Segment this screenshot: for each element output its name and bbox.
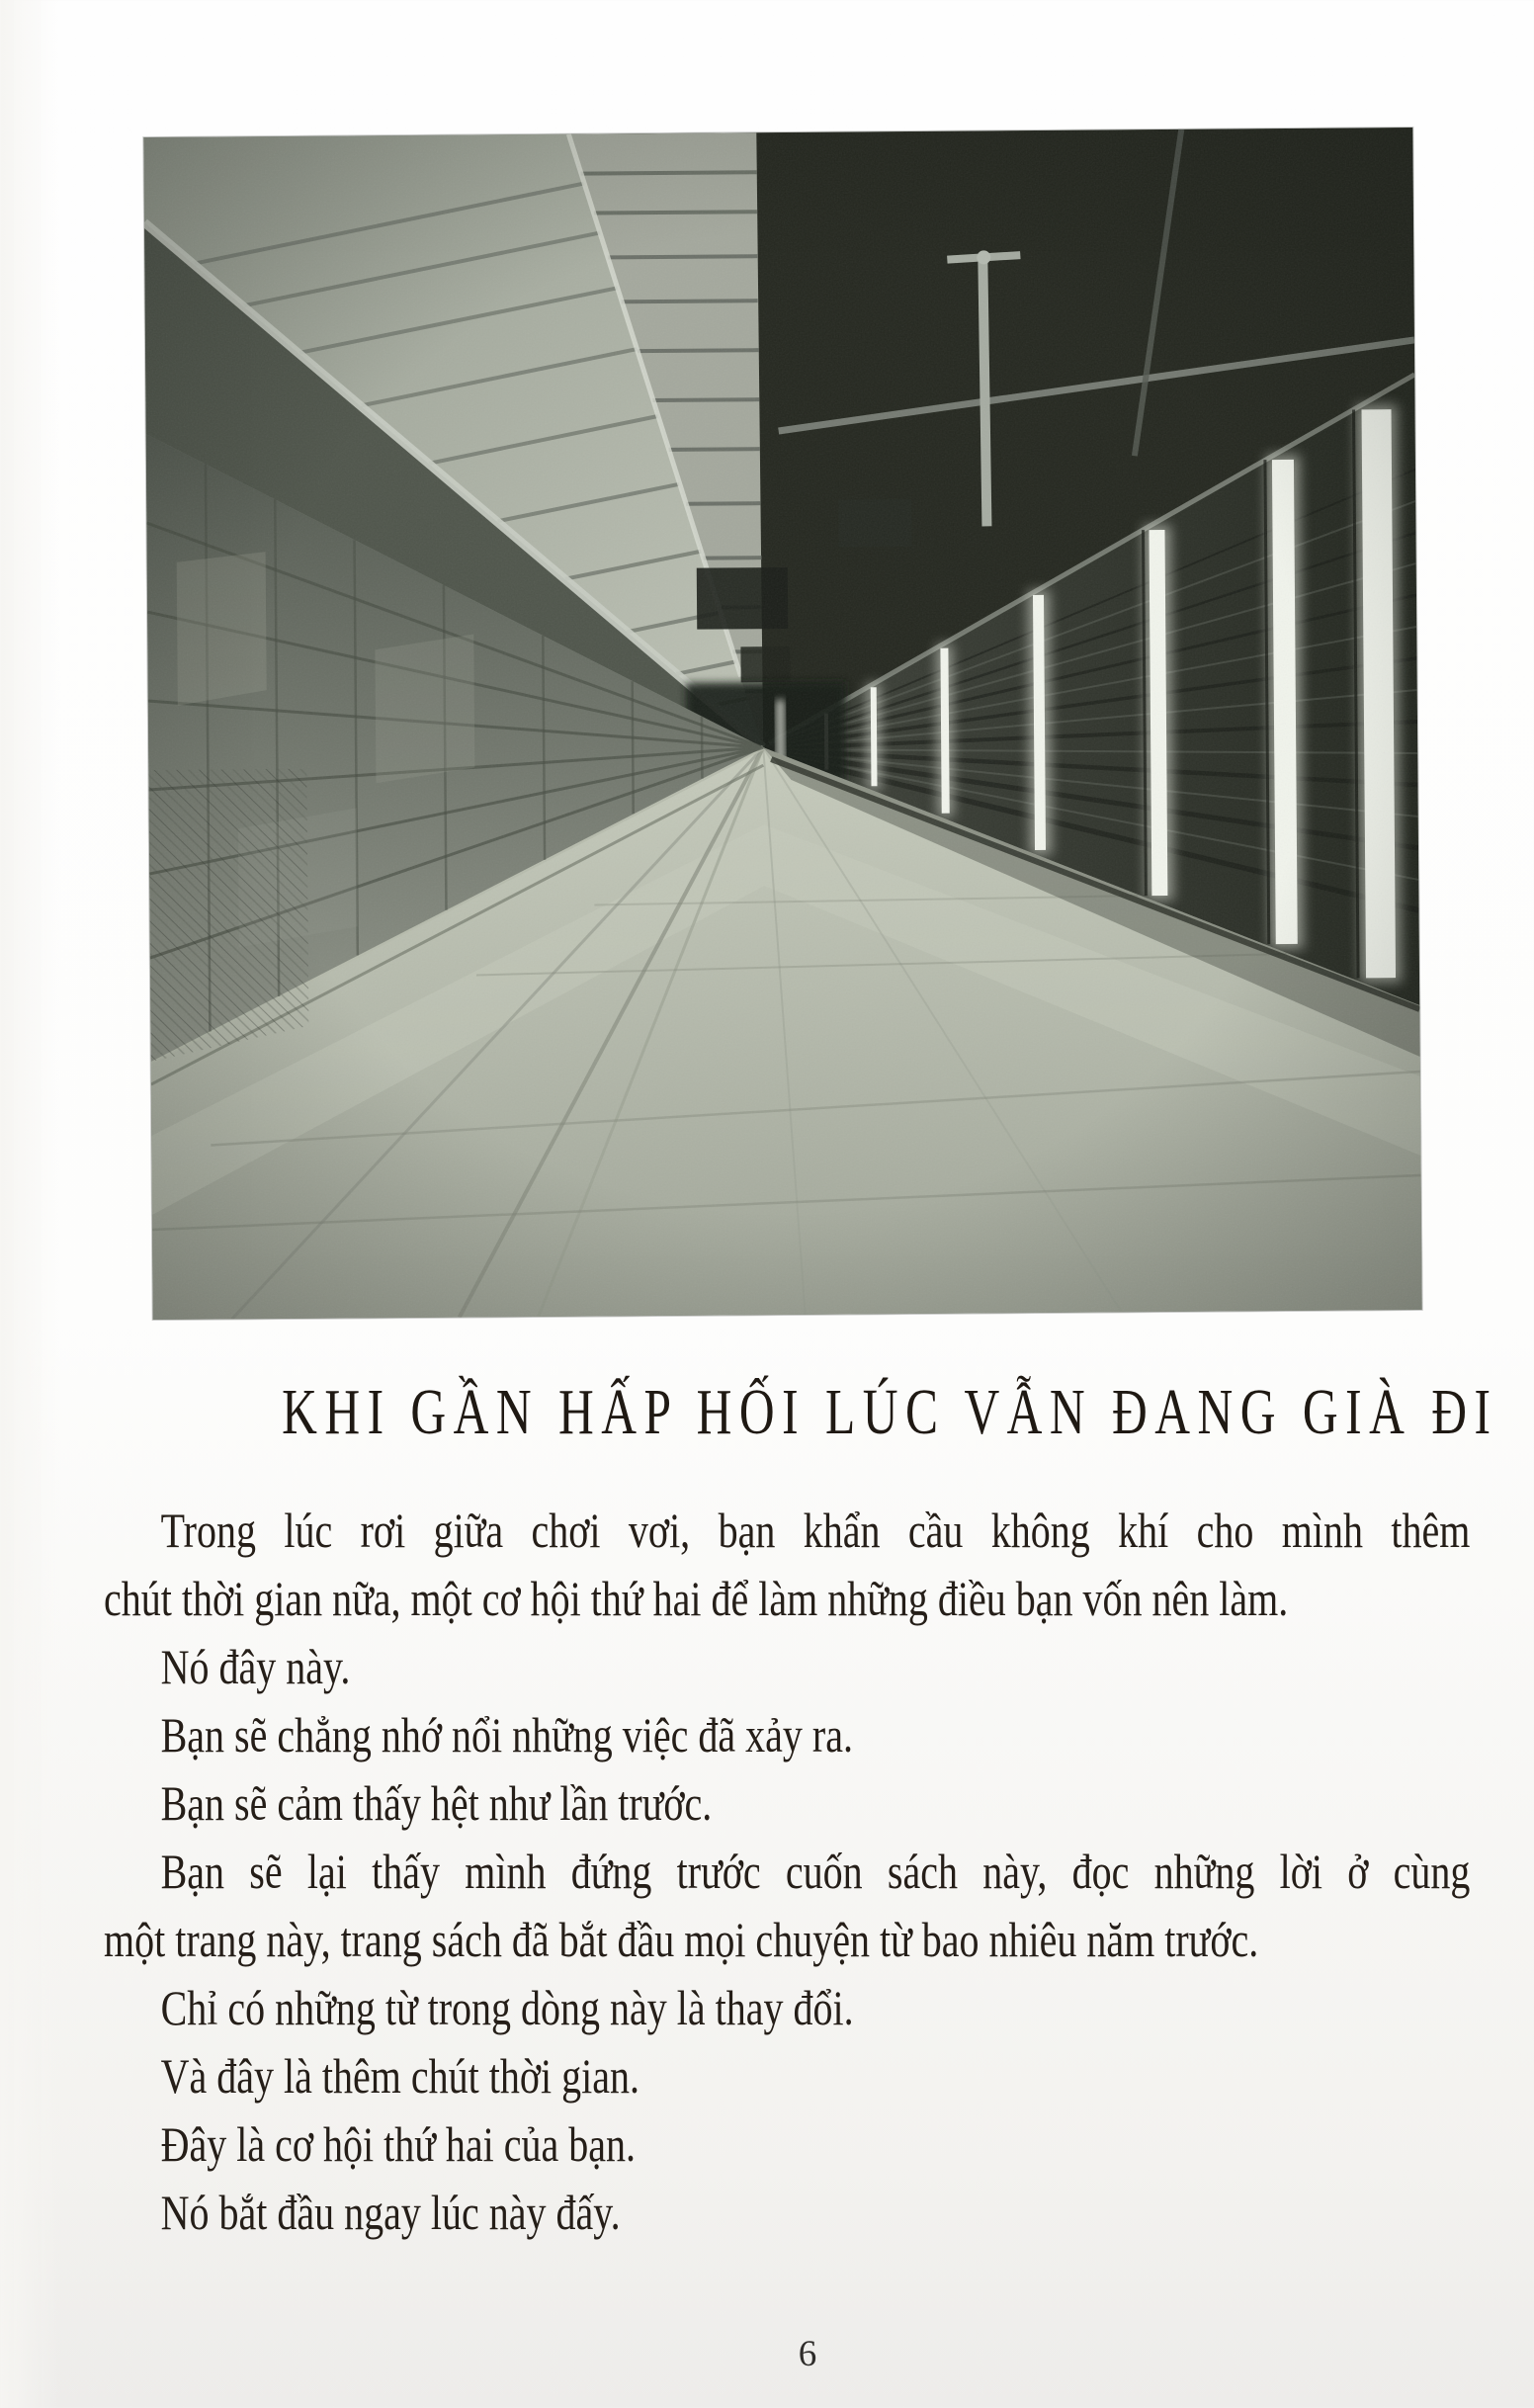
body-line: Nó bắt đầu ngay lúc này đấy. <box>160 2185 621 2240</box>
body-line: Và đây là thêm chút thời gian. <box>160 2048 639 2104</box>
page-number: 6 <box>798 2334 817 2374</box>
chapter-title <box>79 1376 1534 1449</box>
corridor-photo <box>143 128 1421 1320</box>
chapter-title-text: KHI GẦN HẤP HỐI LÚC VẪN ĐANG GIÀ ĐI <box>282 1376 1498 1448</box>
body-line: Bạn sẽ cảm thấy hệt như lần trước. <box>160 1775 713 1831</box>
body-line: Bạn sẽ lại thấy mình đứng trước cuốn sách này, đọc những lời ở cùng <box>160 1844 1471 1899</box>
body-line: Bạn sẽ chẳng nhớ nổi những việc đã xảy ra. <box>160 1707 854 1763</box>
body-line: Trong lúc rơi giữa chơi vơi, bạn khẩn cầu không khí cho mình thêm <box>160 1503 1471 1558</box>
body-line: Nó đây này. <box>160 1639 351 1694</box>
corridor-photo-art <box>143 128 1421 1320</box>
body-line: Đây là cơ hội thứ hai của bạn. <box>160 2116 637 2172</box>
body-line: Chỉ có những từ trong dòng này là thay đổi. <box>160 1980 854 2035</box>
body-line: chút thời gian nữa, một cơ hội thứ hai để làm những điều bạn vốn nên làm. <box>104 1571 1289 1626</box>
body-text <box>104 1497 1470 2247</box>
body-line: một trang này, trang sách đã bắt đầu mọi chuyện từ bao nhiêu năm trước. <box>104 1912 1259 1967</box>
